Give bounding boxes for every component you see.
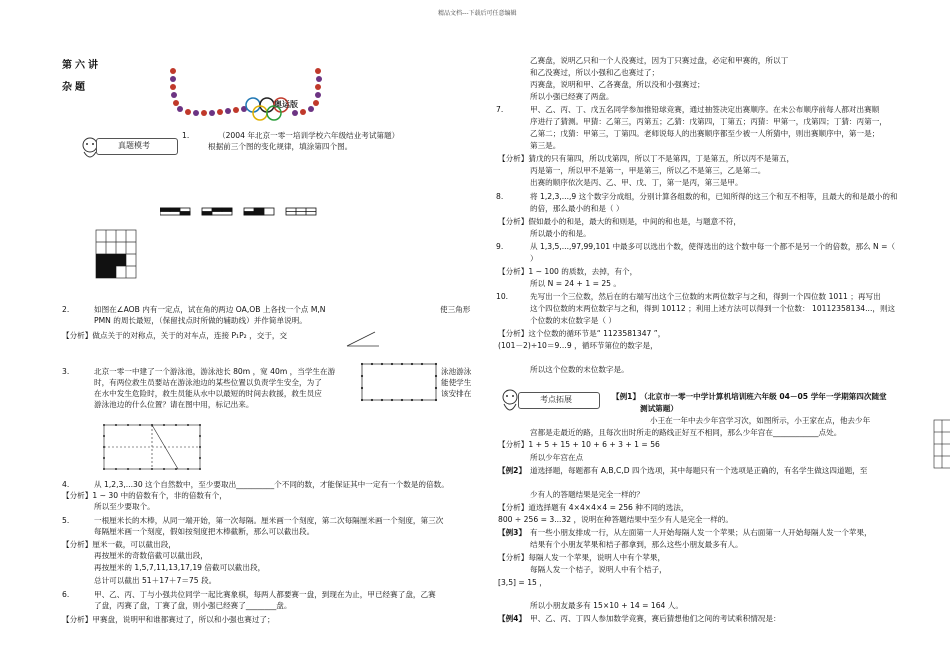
q8-analysis1: 【分析】假如最小的和是，最大的和则是，中间的和也是，与题意不符， — [498, 217, 741, 226]
q10-analysis2: (101－2)÷10＝9…9 ，循环节第位的数字是， — [498, 341, 658, 350]
q7-line3: 乙第二；戊猜：甲第三，丁第四。老师说每人的出赛顺序都至少被一人所猜中，则出赛顺序中，第一是； — [530, 129, 880, 138]
q2-angle-figure — [345, 328, 381, 348]
q7-analysis1: 【分析】猜戊的只有第四，所以戊第四，所以丁不是第四，丁是第五，所以丙不是第五， — [498, 154, 795, 163]
ex1-line1: （北京市一零一中学计算机培训班六年级 04－05 学年一学期第四次随堂 — [640, 392, 887, 401]
ex4-tag: 【例4】 — [498, 614, 527, 623]
q7-line2: 序进行了猜测。甲猜：乙第三，丙第五；乙猜：戊第四，丁第五；丙猜：甲第一，戊第四；丁猜：丙第一， — [530, 117, 887, 126]
ex2-analysis2: 800 ÷ 256 = 3...32 ，说明在种答题结果中至少有人是完全一样的。 — [498, 515, 733, 524]
q3-number: 3. — [62, 367, 70, 376]
q2-number: 2. — [62, 305, 70, 314]
q6-line1: 甲、乙、丙、丁与小强共位同学一起比赛象棋，每两人都要赛一盘，到现在为止，甲已经赛了盘，乙赛 — [94, 590, 436, 599]
q8-number: 8. — [496, 192, 504, 201]
q10-number: 10. — [496, 292, 509, 301]
q10-analysis3: 所以这个位数的末位数字是。 — [530, 365, 629, 374]
lesson-title: 杂题 — [62, 82, 88, 93]
q2-line1-end: 使三角形 — [440, 305, 471, 314]
q7-line4: 第三是。 — [530, 141, 561, 150]
section-kaodian-label: 考点拓展 — [540, 395, 572, 404]
r-text-2: 和乙没赛过，所以小强和乙也赛过了； — [530, 68, 660, 77]
r-text-4: 所以小强已经赛了两盘。 — [530, 92, 614, 101]
ex1-line4: 宫都是走最近的路，且每次出时所走的路线正好互不相同，那么少年宫在____________点处。 — [530, 428, 842, 437]
q8-analysis2: 所以最小的和是。 — [530, 229, 591, 238]
q3-line4: 游泳池边的什么位置？请在图中用，标记出来。 — [94, 400, 254, 409]
r-text-1: 乙赛盘，说明乙只和一个人没赛过，因为丁只赛过盘，必定和甲赛的，所以丁 — [530, 56, 789, 65]
q6-line2: 了盘，丙赛了盘，丁赛了盘，则小强已经赛了________盘。 — [94, 601, 292, 610]
ex3-analysis3: [3,5] = 15 ， — [498, 578, 547, 587]
q7-number: 7. — [496, 105, 504, 114]
ex2-tag: 【例2】 — [498, 466, 527, 475]
ex2-line2: 少有人的答题结果是完全一样的？ — [530, 490, 644, 499]
q9-analysis2: 所以 N = 24 + 1 = 25 。 — [530, 279, 622, 288]
q3-right3: 该安排在 — [441, 389, 472, 398]
page-header: 精品文档---下载后可任意编辑 — [438, 10, 517, 17]
q6-number: 6. — [62, 590, 70, 599]
ex3-analysis2: 每隔人发一个桔子，说明人中有个桔子， — [530, 565, 667, 574]
q3-right2: 能使学生 — [441, 378, 472, 387]
q3-line1: 北京一零一中建了一个游泳池，游泳池长 80m ，宽 40m ，当学生在游 — [94, 367, 336, 376]
ex1-tag: 【例1】 — [612, 392, 641, 401]
q5-analysis4: 总计可以截出 51＋17＋7＝75 段。 — [94, 576, 217, 585]
q10-line2: 这个四位数的末两位数字与之和，得到 10112 ；利用上述方法可以得到一个位数： 10112358134...，则这 — [530, 304, 896, 313]
q1-source: （2004 年北京一零一培训学校六年级结业考试第题） — [218, 131, 400, 140]
q5-line1: 一根厘米长的木棒，从同一端开始，第一次每隔。厘米画一个刻度，第二次每隔厘米画一个刻度，第三次 — [94, 516, 444, 525]
q7-analysis2: 丙是第一，所以甲不是第一，甲是第三，所以乙不是第三，乙是第二。 — [530, 166, 766, 175]
q2-line2: PMN 的周长最短，（保留找点时所做的辅助线）并作简单说明。 — [94, 316, 307, 325]
q5-analysis3: 再按厘米的 1,5,7,11,13,17,19 倍截可以截出段， — [94, 563, 266, 572]
r-text-3: 丙赛盘，说明和甲、乙各赛盘，所以没和小强赛过； — [530, 80, 705, 89]
lesson-number: 第六讲 — [62, 60, 101, 71]
q7-line1: 甲、乙、丙、丁、戊五名同学参加推铅球竞赛，通过抽签决定出赛顺序。在未公布顺序前每人都对出赛顺 — [530, 105, 880, 114]
q3-line3: 在水中发生危险时，救生员能从水中以最短的时间去救援，救生员应 — [94, 389, 322, 398]
q5-analysis2: 再按厘米的奇数倍截可以截出段， — [94, 551, 208, 560]
q9-number: 9. — [496, 242, 504, 251]
q1-number: 1. — [182, 131, 190, 140]
ex3-tag: 【例3】 — [498, 528, 527, 537]
q5-number: 5. — [62, 516, 70, 525]
q9-analysis1: 【分析】1 ~ 100 的质数，去掉，有个， — [498, 267, 638, 276]
q4-analysis2: 所以至少要取个。 — [94, 502, 155, 511]
q3-answer-figure — [100, 419, 204, 473]
section-zhenti-label: 真题模考 — [118, 141, 150, 150]
ex2-analysis1: 【分析】道选择题有 4×4×4×4 = 256 种不同的选法， — [498, 503, 689, 512]
ex1-line3: 小王在一年中去少年宫学习次，如图所示，小王家在点，他去少年 — [650, 416, 871, 425]
ex4-line1: 甲、乙、丙、丁四人参加数学竞赛，赛后猜想他们之间的考试乘积情况是： — [530, 614, 781, 623]
q2-line1: 如图在∠AOB 内有一定点，试在角的两边 OA,OB 上各找一个点 M,N — [94, 305, 326, 314]
ex3-analysis1: 【分析】每隔人发一个苹果，说明人中有个苹果， — [498, 553, 666, 562]
ex1-grid-map-fragment — [932, 418, 950, 472]
q4-number: 4. — [62, 480, 70, 489]
ex3-line1: 有一些小朋友排成一行，从左面第一人开始每隔人发一个苹果；从右面第一人开始每隔人发一个苹果， — [530, 528, 872, 537]
q1-pattern-sequence — [160, 207, 320, 217]
olympic-badge-label: 奥运版 — [274, 100, 298, 109]
q3-right1: 泳池游泳 — [441, 367, 472, 376]
ex3-analysis4: 所以小朋友最多有 15×10 + 14 = 164 人。 — [530, 601, 683, 610]
ex1-line2: 测试第题） — [640, 404, 678, 413]
q8-line2: 的倍，那么最小的和是（ ） — [530, 204, 624, 213]
q10-line1: 先写出一个三位数，然后在的右端写出这个三位数的末两位数字与之和，得到一个四位数 1011 ；再写出 — [530, 292, 881, 301]
ex1-analysis2: 所以少年宫在点 — [530, 453, 584, 462]
q4-analysis1: 【分析】1 ~ 30 中的倍数有个，非的倍数有个， — [62, 491, 227, 500]
q6-analysis: 【分析】甲赛盘，说明甲和谁都赛过了，所以和小强也赛过了； — [62, 615, 275, 624]
q5-analysis1: 【分析】厘米一截，可以截出段， — [62, 540, 176, 549]
q10-analysis1: 【分析】这个位数的循环节是“ 1123581347 ”， — [498, 329, 666, 338]
q3-pool-figure — [360, 362, 438, 402]
olympic-garland-decoration — [168, 65, 328, 125]
q1-grid-figure — [95, 229, 139, 281]
ex3-line2: 结果有个小朋友苹果和桔子都拿到，那么这些小朋友最多有人。 — [530, 540, 743, 549]
q2-analysis: 【分析】做点关于的对称点，关于的对车点，连接 P₁P₂ ，交于，交 — [62, 331, 288, 340]
q10-line3: 个位数的末位数字是（ ） — [530, 316, 616, 325]
ex1-analysis1: 【分析】1 + 5 + 15 + 10 + 6 + 3 + 1 = 56 — [498, 440, 660, 449]
ex2-line1: 道选择题，每题都有 A,B,C,D 四个选项，其中每题只有一个选项是正确的，有名学生做这四道题，至 — [530, 466, 868, 475]
q4-line1: 从 1,2,3,...30 这个自然数中，至少要取出__________个不同的数，才能保证其中一定有一个数是的倍数。 — [94, 480, 449, 489]
q8-line1: 将 1,2,3,...,9 这个数字分成组，分别计算各组数的和，已知所得的这三个和互不相等，且最大的和是最小的和 — [530, 192, 898, 201]
q3-line2: 时，有两位救生员要站在游泳池边的某些位置以负责学生安全，为了 — [94, 378, 322, 387]
q9-line1: 从 1,3,5,...,97,99,101 中最多可以选出个数，使得选出的这个数中每一个都不是另一个的倍数，那么 N =（ — [530, 242, 896, 251]
q1-instruction: 根据前三个图的变化规律，填涂第四个图。 — [208, 142, 353, 151]
q9-line2: ） — [530, 254, 538, 263]
q5-line2: 每隔厘米画一个刻度，假如按刻度把木棒截断，那么可以截出段。 — [94, 527, 315, 536]
q7-analysis3: 出赛的顺序依次是丙、乙、甲、戊、丁，第一是丙，第三是甲。 — [530, 178, 743, 187]
